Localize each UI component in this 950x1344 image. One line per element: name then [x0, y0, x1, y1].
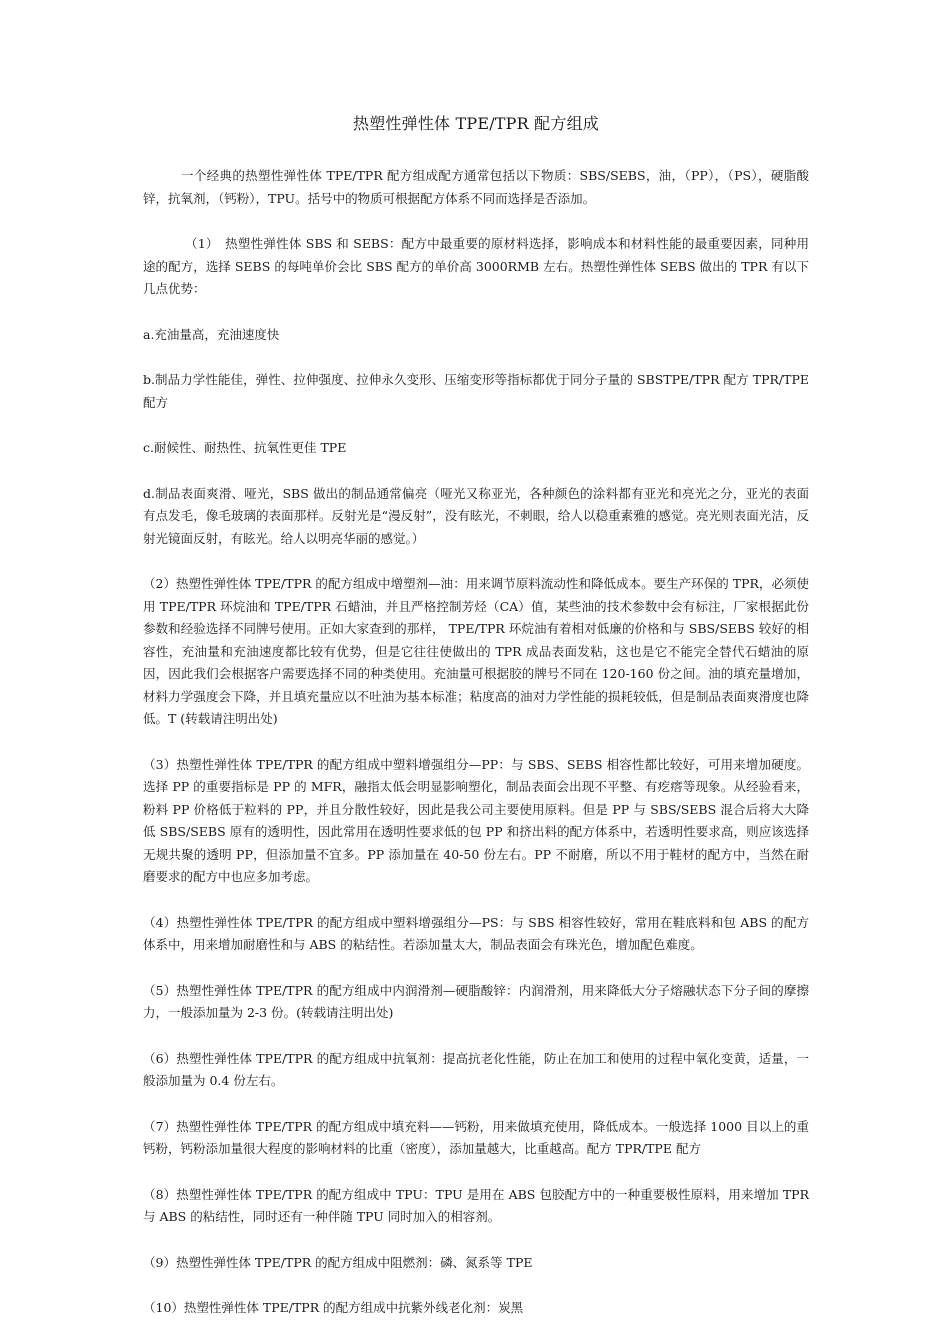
section-7-paragraph: （7）热塑性弹性体 TPE/TPR 的配方组成中填充料——钙粉，用来做填充使用，降低成本。一般选择 1000 目以上的重钙粉，钙粉添加量很大程度的影响材料的比重（密度），添加量越大，比重越高。配方 TPR/TPE 配方: [143, 1118, 809, 1156]
section-1-paragraph: （1） 热塑性弹性体 SBS 和 SEBS：配方中最重要的原材料选择，影响成本和材料性能的最重要因素，同种用途的配方，选择 SEBS 的每吨单价会比 SBS 配方的单价高 3000RMB 左右。热塑性弹性体 SEBS 做出的 TPR 有以下几点优势：: [143, 236, 809, 296]
intro-paragraph: 一个经典的热塑性弹性体 TPE/TPR 配方组成配方通常包括以下物质：SBS/SEBS，油，（PP），（PS），硬脂酸锌，抗氧剂，（钙粉），TPU。括号中的物质可根据配方体系不同而选择是否添加。: [143, 168, 809, 206]
section-6-paragraph: （6）热塑性弹性体 TPE/TPR 的配方组成中抗氧剂：提高抗老化性能，防止在加工和使用的过程中氧化变黄，适量，一般添加量为 0.4 份左右。: [143, 1050, 809, 1088]
advantage-c: c.耐候性、耐热性、抗氧性更佳 TPE: [143, 440, 347, 455]
section-5-paragraph: （5）热塑性弹性体 TPE/TPR 的配方组成中内润滑剂—硬脂酸锌：内润滑剂，用来降低大分子熔融状态下分子间的摩擦力，一般添加量为 2-3 份。(转载请注明出处): [143, 982, 809, 1020]
document-page: [143, 112, 809, 1343]
document-title: 热塑性弹性体 TPE/TPR 配方组成: [353, 114, 599, 133]
advantage-b: b.制品力学性能佳，弹性、拉伸强度、拉伸永久变形、压缩变形等指标都优于同分子量的 SBSTPE/TPR 配方 TPR/TPE 配方: [143, 372, 809, 410]
section-8-paragraph: （8）热塑性弹性体 TPE/TPR 的配方组成中 TPU：TPU 是用在 ABS 包胶配方中的一种重要极性原料，用来增加 TPR 与 ABS 的粘结性，同时还有一种伴随 TPU 同时加入的相容剂。: [143, 1186, 809, 1224]
section-3-paragraph: （3）热塑性弹性体 TPE/TPR 的配方组成中塑料增强组分—PP：与 SBS、SEBS 相容性都比较好，可用来增加硬度。选择 PP 的重要指标是 PP 的 MFR，融指太低会明显影响塑化，制品表面会出现不平整、有疙瘩等现象。从经验看来，粉料 PP 价格低于粒料的 PP，并且分散性较好，因此是我公司主要使用原料。但是 PP 与 SBS/SEBS 混合后将大大降低 SBS/SEBS 原有的透明性，因此常用在透明性要求低的包 PP 和挤出料的配方体系中，若透明性要求高，则应该选择无规共聚的透明 PP，但添加量不宜多。PP 添加量在 40-50 份左右。PP 不耐磨，所以不用于鞋材的配方中，当然在耐磨要求的配方中也应多加考虑。: [143, 756, 809, 884]
section-4-paragraph: （4）热塑性弹性体 TPE/TPR 的配方组成中塑料增强组分—PS：与 SBS 相容性较好，常用在鞋底料和包 ABS 的配方体系中，用来增加耐磨性和与 ABS 的粘结性。若添加量太大，制品表面会有珠光色，增加配色难度。: [143, 914, 809, 952]
advantage-a: a.充油量高，充油速度快: [143, 326, 280, 342]
section-10-paragraph: （10）热塑性弹性体 TPE/TPR 的配方组成中抗紫外线老化剂：炭黑: [143, 1300, 524, 1315]
section-9-paragraph: （9）热塑性弹性体 TPE/TPR 的配方组成中阻燃剂：磷、氮系等 TPE: [143, 1254, 533, 1270]
advantage-d: d.制品表面爽滑、哑光，SBS 做出的制品通常偏亮（哑光又称亚光，各种颜色的涂料都有亚光和亮光之分，亚光的表面有点发毛，像毛玻璃的表面那样。反射光是“漫反射”，没有眩光，不刺眼，给人以稳重素雅的感觉。亮光则表面光洁，反射光镜面反射，有眩光。给人以明亮华丽的感觉。）: [143, 485, 809, 546]
section-2-paragraph: （2）热塑性弹性体 TPE/TPR 的配方组成中增塑剂—油：用来调节原料流动性和降低成本。要生产环保的 TPR，必须使用 TPE/TPR 环烷油和 TPE/TPR 石蜡油，并且严格控制芳烃（CA）值，某些油的技术参数中会有标注，厂家根据此份参数和经验选择不同牌号使用。正如大家查到的那样， TPE/TPR 环烷油有着相对低廉的价格和与 SBS/SEBS 较好的相容性，充油量和充油速度都比较有优势，但是它往往使做出的 TPR 成品表面发粘，这也是它不能完全替代石蜡油的原因，因此我们会根据客户需要选择不同的种类使用。充油量可根据胶的牌号不同在 120-160 份之间。油的填充量增加，材料力学强度会下降，并且填充量应以不吐油为基本标准；粘度高的油对力学性能的损耗较低，但是制品表面爽滑度也降低。T (转载请注明出处): [143, 576, 809, 726]
